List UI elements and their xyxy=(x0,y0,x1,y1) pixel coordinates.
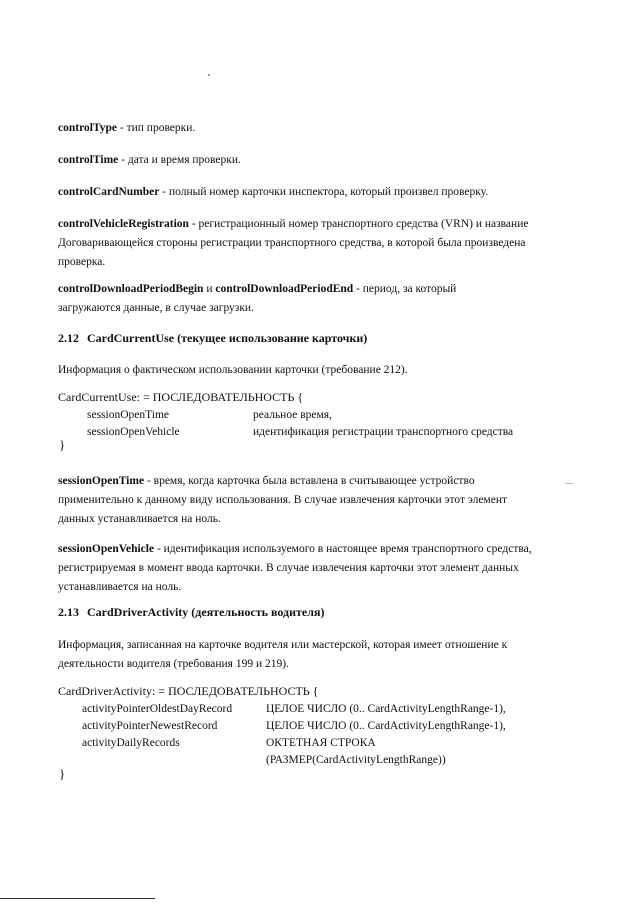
section-intro: Информация о фактическом использовании карточки (требование 212). xyxy=(58,364,408,376)
section-number: 2.13 xyxy=(58,605,79,619)
section-title: CardCurrentUse (текущее использование карточки) xyxy=(87,331,368,345)
footnote-rule xyxy=(0,898,155,899)
field-type: идентификация регистрации транспортного средства xyxy=(253,426,514,438)
term: controlCardNumber xyxy=(58,186,160,198)
field-control-time xyxy=(58,151,558,170)
section-intro: Информация, записанная на карточке водителя или мастерской, которая имеет отношение к деятельности водителя (требования 199 и 219). xyxy=(58,639,508,670)
section-title: CardDriverActivity (деятельность водителя) xyxy=(87,605,325,619)
type-declaration: CardCurrentUse: = ПОСЛЕДОВАТЕЛЬНОСТЬ { xyxy=(58,390,304,404)
definition: - полный номер карточки инспектора, который произвел проверку. xyxy=(159,186,489,198)
field-type: ЦЕЛОЕ ЧИСЛО (0.. CardActivityLengthRange-1), xyxy=(266,720,506,732)
definition: - период, за который загружаются данные, в случае загрузки. xyxy=(58,283,457,314)
conjunction: и xyxy=(203,283,216,295)
term: sessionOpenVehicle xyxy=(58,543,155,555)
scan-mark xyxy=(565,483,573,484)
definition: - регистрационный номер транспортного средства (VRN) и название Договаривающейся стороны регистрации транспортного средства, в которой была произведена проверка. xyxy=(58,218,529,268)
field-name: sessionOpenTime xyxy=(87,409,169,421)
desc-session-open-time xyxy=(58,472,518,529)
section-number: 2.12 xyxy=(58,331,79,345)
term: controlDownloadPeriodEnd xyxy=(215,283,354,295)
field-type-continuation: (РАЗМЕР(CardActivityLengthRange)) xyxy=(266,754,446,766)
section-heading-2-12 xyxy=(58,331,367,346)
field-type: ОКТЕТНАЯ СТРОКА xyxy=(266,737,376,749)
term: controlType xyxy=(58,122,117,134)
term: controlVehicleRegistration xyxy=(58,218,189,230)
section-heading-2-13 xyxy=(58,605,324,620)
field-control-type xyxy=(58,119,558,138)
field-name: activityPointerNewestRecord xyxy=(82,720,218,732)
desc-session-open-vehicle xyxy=(58,540,533,597)
definition: - время, когда карточка была вставлена в считывающее устройство применительно к данному виду использования. В случае извлечения карточки этот элемент данных устанавливается на ноль. xyxy=(58,475,507,525)
field-control-vehicle-registration xyxy=(58,215,533,272)
field-control-card-number xyxy=(58,183,578,202)
closing-brace: } xyxy=(59,437,66,452)
term: sessionOpenTime xyxy=(58,475,145,487)
field-type: реальное время, xyxy=(253,409,332,421)
field-name: activityDailyRecords xyxy=(82,737,180,749)
term: controlDownloadPeriodBegin xyxy=(58,283,204,295)
definition: - идентификация используемого в настоящее время транспортного средства, регистрируемая в момент ввода карточки. В случае извлечения карточки этот элемент данных устанавливается на ноль. xyxy=(58,543,532,593)
scan-speck xyxy=(208,74,210,76)
field-name: sessionOpenVehicle xyxy=(87,426,180,438)
closing-brace: } xyxy=(59,766,66,781)
definition: - тип проверки. xyxy=(117,122,196,134)
field-control-download-period xyxy=(58,280,518,318)
field-name: activityPointerOldestDayRecord xyxy=(82,703,233,715)
definition: - дата и время проверки. xyxy=(118,154,241,166)
term: controlTime xyxy=(58,154,119,166)
field-type: ЦЕЛОЕ ЧИСЛО (0.. CardActivityLengthRange-1), xyxy=(266,703,506,715)
type-declaration: CardDriverActivity: = ПОСЛЕДОВАТЕЛЬНОСТЬ { xyxy=(58,684,319,698)
